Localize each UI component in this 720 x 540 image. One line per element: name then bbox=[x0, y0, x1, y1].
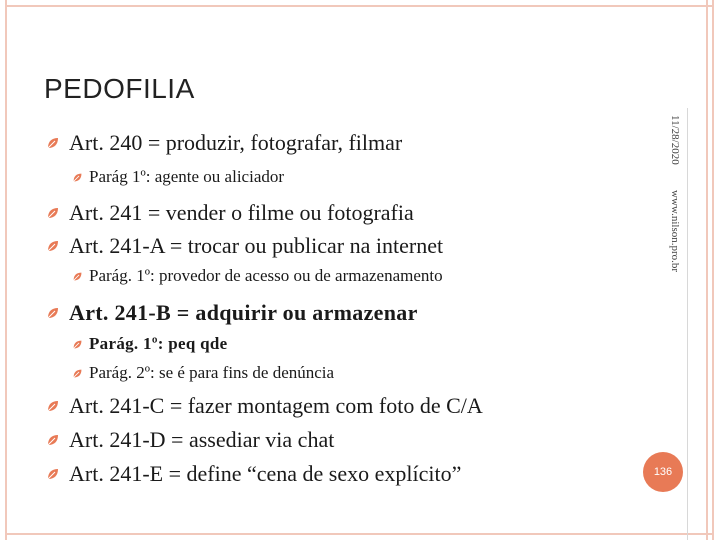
frame-bottom-line bbox=[5, 533, 712, 535]
leaf-bullet-icon bbox=[72, 172, 83, 183]
bullet-text: Parág. 1º: provedor de acesso ou de armazenamento bbox=[89, 266, 443, 285]
bullet-text: Art. 241-D = assediar via chat bbox=[69, 427, 335, 452]
bullet-text: Art. 241-C = fazer montagem com foto de C/A bbox=[69, 393, 483, 418]
bullet-text: Art. 241-B = adquirir ou armazenar bbox=[69, 300, 418, 325]
slide-url: www.nilson.pro.br bbox=[669, 190, 681, 273]
leaf-bullet-icon bbox=[72, 271, 83, 282]
list-item bbox=[46, 233, 443, 259]
bullet-text: Parág. 1º: peq qde bbox=[89, 334, 228, 353]
list-item bbox=[72, 167, 284, 187]
sidebar-divider bbox=[687, 108, 688, 540]
page-number-badge: 136 bbox=[643, 452, 683, 492]
bullet-text: Art. 241-A = trocar ou publicar na internet bbox=[69, 233, 444, 258]
leaf-bullet-icon bbox=[46, 136, 60, 150]
list-item bbox=[46, 200, 414, 226]
bullet-text: Art. 241-E = define “cena de sexo explícito” bbox=[69, 461, 462, 486]
slide-date: 11/28/2020 bbox=[669, 115, 681, 165]
list-item bbox=[46, 393, 483, 419]
leaf-bullet-icon bbox=[72, 339, 83, 350]
leaf-bullet-icon bbox=[46, 206, 60, 220]
leaf-bullet-icon bbox=[46, 399, 60, 413]
list-item bbox=[46, 130, 402, 156]
frame-right-outer-line bbox=[712, 0, 714, 540]
list-item bbox=[46, 300, 418, 326]
list-item bbox=[72, 266, 443, 286]
list-item bbox=[46, 427, 334, 453]
bullet-text: Parág. 2º: se é para fins de denúncia bbox=[89, 363, 335, 382]
leaf-bullet-icon bbox=[72, 368, 83, 379]
list-item bbox=[72, 334, 228, 354]
leaf-bullet-icon bbox=[46, 239, 60, 253]
frame-left-line bbox=[5, 0, 7, 540]
leaf-bullet-icon bbox=[46, 306, 60, 320]
frame-top-line bbox=[5, 5, 712, 7]
leaf-bullet-icon bbox=[46, 433, 60, 447]
frame-right-line bbox=[706, 0, 708, 540]
slide-title: PEDOFILIA bbox=[44, 73, 195, 104]
leaf-bullet-icon bbox=[46, 467, 60, 481]
bullet-text: Art. 241 = vender o filme ou fotografia bbox=[69, 200, 414, 225]
bullet-text: Art. 240 = produzir, fotografar, filmar bbox=[69, 130, 403, 155]
list-item bbox=[46, 461, 461, 487]
bullet-text: Parág 1º: agente ou aliciador bbox=[89, 167, 285, 186]
list-item bbox=[72, 363, 334, 383]
